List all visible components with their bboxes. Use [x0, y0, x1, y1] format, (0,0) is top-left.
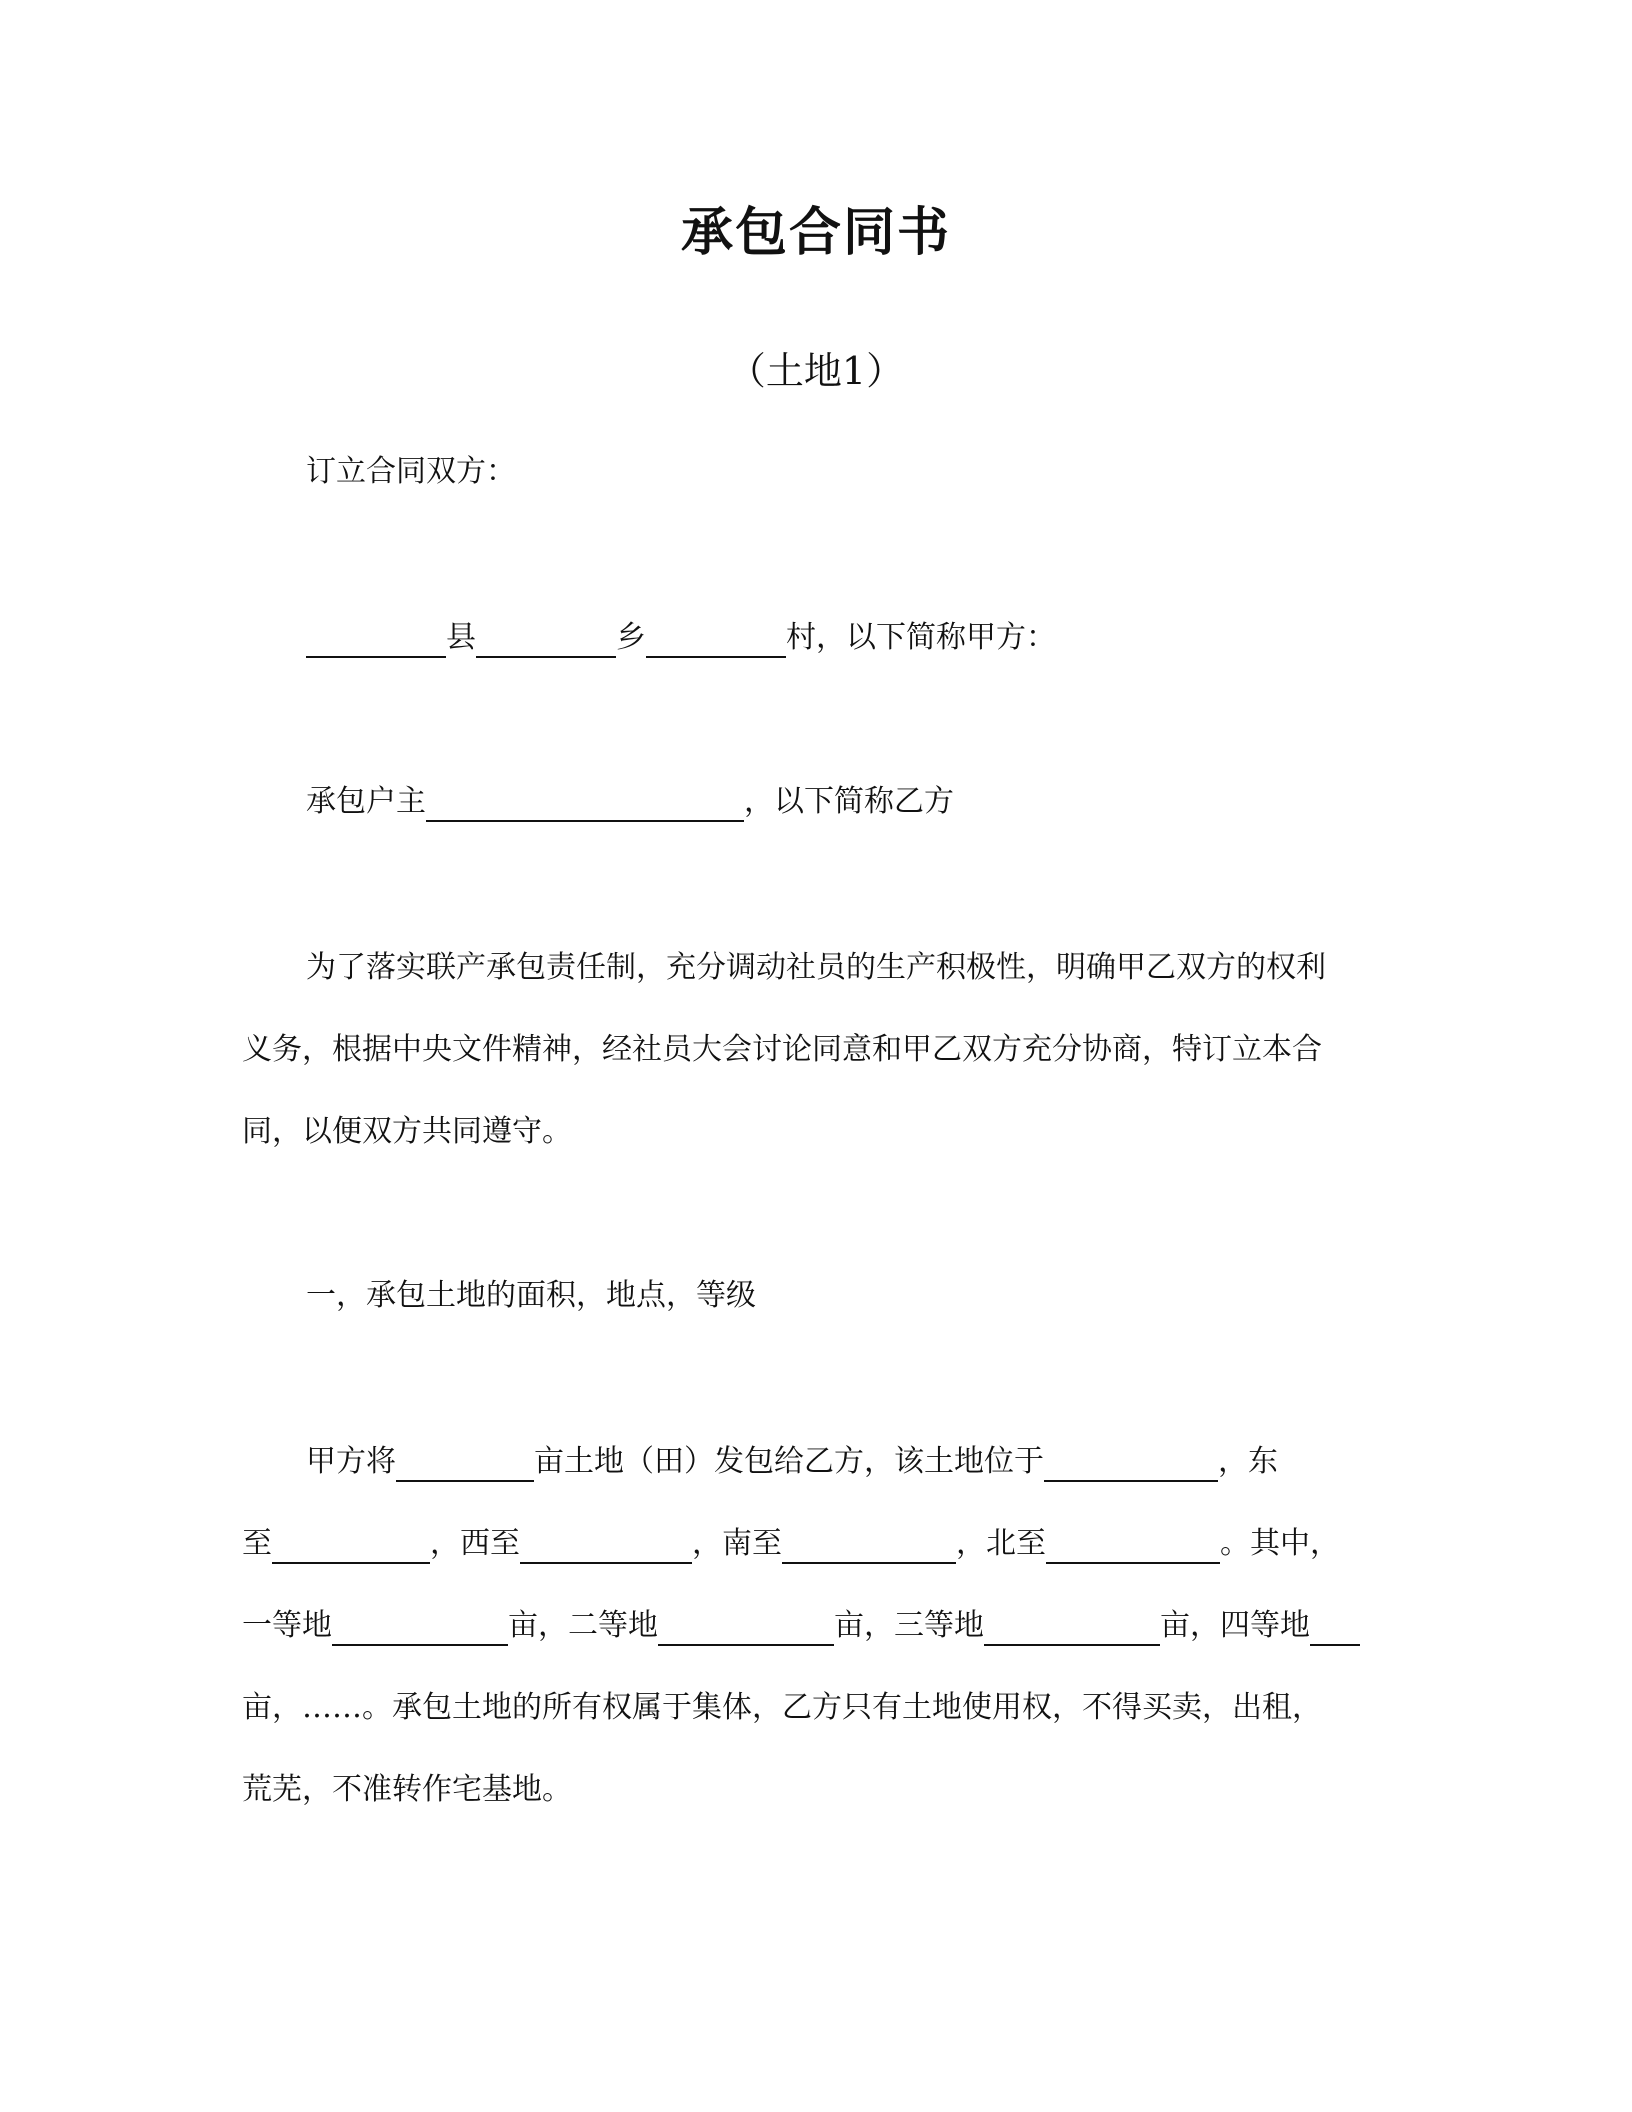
text-fragment: ，南至 — [692, 1526, 782, 1561]
grade-1-blank — [332, 1610, 508, 1646]
grade-4-blank — [1310, 1610, 1360, 1646]
township-blank — [476, 622, 616, 658]
village-blank — [646, 622, 786, 658]
east-boundary-blank — [272, 1528, 430, 1564]
grade-3-blank — [984, 1610, 1160, 1646]
text-fragment: 亩，二等地 — [508, 1608, 658, 1643]
document-subtitle: （土地1） — [727, 349, 905, 393]
county-blank — [306, 622, 446, 658]
text-fragment: 亩土地（田）发包给乙方，该土地位于 — [534, 1444, 1044, 1479]
party-b-line — [306, 782, 954, 822]
party-b-suffix: ，以下简称乙方 — [744, 784, 954, 819]
area-blank — [396, 1446, 534, 1482]
text-fragment: 甲方将 — [306, 1444, 396, 1479]
township-label: 乡 — [616, 620, 646, 655]
grade-2-blank — [658, 1610, 834, 1646]
village-label: 村，以下简称甲方： — [786, 620, 1056, 655]
west-boundary-blank — [520, 1528, 692, 1564]
text-fragment: 亩，三等地 — [834, 1608, 984, 1643]
text-fragment: ，东 — [1218, 1444, 1278, 1479]
south-boundary-blank — [782, 1528, 956, 1564]
party-a-line — [306, 618, 1056, 658]
text-fragment: ，西至 — [430, 1526, 520, 1561]
preamble-line-2: 义务，根据中央文件精神，经社员大会讨论同意和甲乙双方充分协商，特订立本合 — [242, 1032, 1322, 1067]
preamble-line-1: 为了落实联产承包责任制，充分调动社员的生产积极性，明确甲乙双方的权利 — [306, 950, 1326, 985]
county-label: 县 — [446, 620, 476, 655]
location-blank — [1044, 1446, 1218, 1482]
section-1-line-1 — [306, 1442, 1278, 1482]
text-fragment: 亩，四等地 — [1160, 1608, 1310, 1643]
text-fragment: 至 — [242, 1526, 272, 1561]
household-head-blank — [426, 786, 744, 822]
section-1-line-2 — [242, 1524, 1340, 1564]
text-fragment: 一等地 — [242, 1608, 332, 1643]
party-b-prefix: 承包户主 — [306, 784, 426, 819]
section-1-line-3 — [242, 1606, 1360, 1646]
text-fragment: ，北至 — [956, 1526, 1046, 1561]
document-title: 承包合同书 — [680, 203, 951, 263]
section-1-line-4: 亩，……。承包土地的所有权属于集体，乙方只有土地使用权，不得买卖，出租， — [242, 1690, 1322, 1725]
north-boundary-blank — [1046, 1528, 1220, 1564]
preamble-line-3: 同，以便双方共同遵守。 — [242, 1114, 572, 1149]
parties-heading: 订立合同双方： — [306, 454, 516, 489]
section-1-heading: 一，承包土地的面积，地点，等级 — [306, 1278, 756, 1313]
section-1-line-5: 荒芜，不准转作宅基地。 — [242, 1772, 572, 1807]
text-fragment: 。其中， — [1220, 1526, 1340, 1561]
